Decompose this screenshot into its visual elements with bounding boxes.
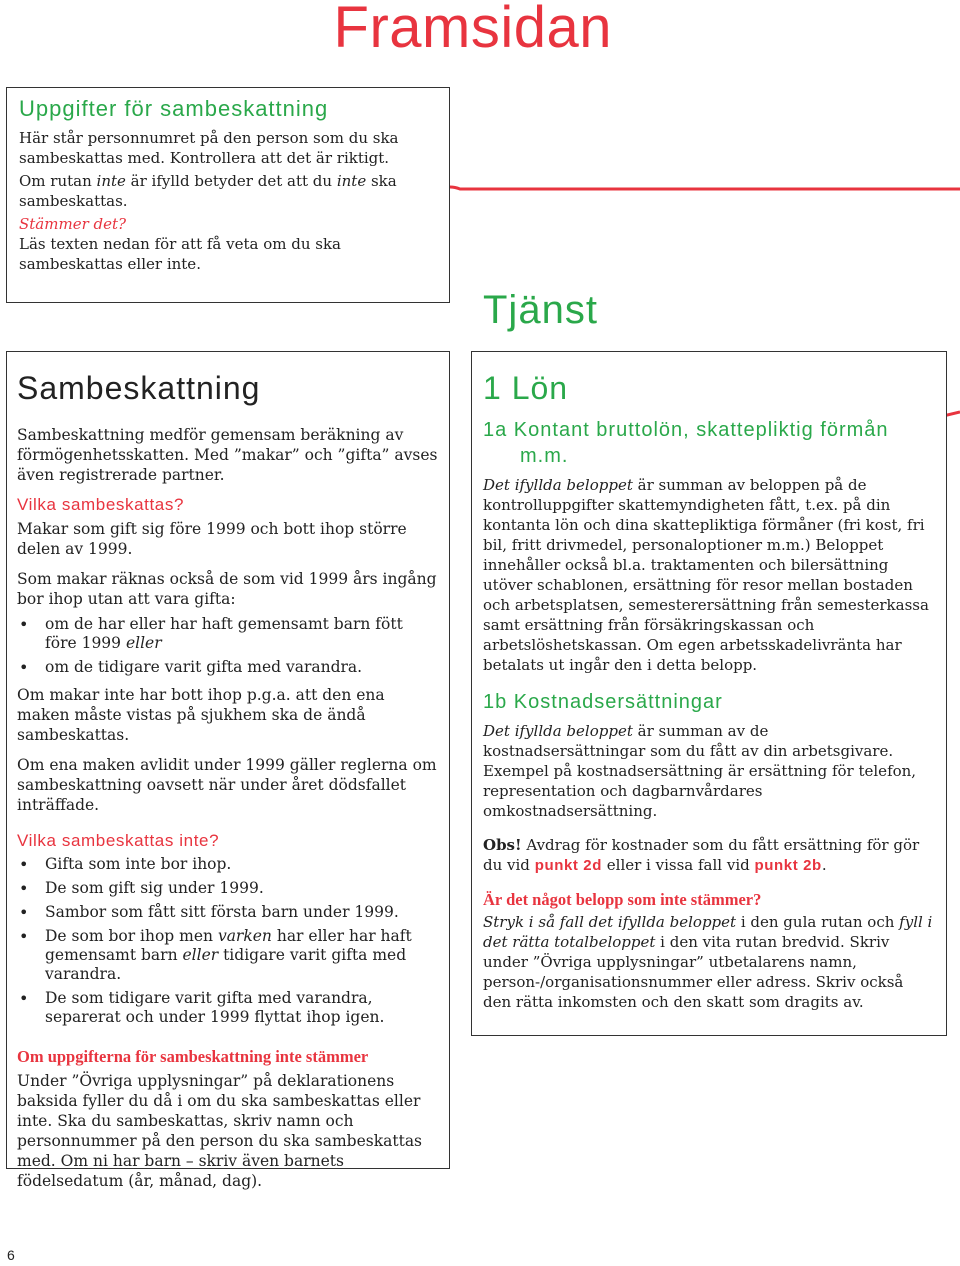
subsection-1b-heading: 1b Kostnadsersättningar xyxy=(483,691,723,713)
wrong-amount-heading: Är det något belopp som inte stämmer? xyxy=(483,890,762,909)
subsection-1b-text: Det ifyllda beloppet är summan av de kostnadsersättningar som du fått av din arbetsgivare. Exempel på kostnadsersättning är ersättning för telefon, representation och dagbarnvårdares omkostnadsersättning. xyxy=(483,722,917,820)
list-item: • De som tidigare varit gifta med varandra, separerat och under 1999 flyttat ihop igen. xyxy=(17,989,439,1027)
list-item: • De som gift sig under 1999. xyxy=(17,879,439,898)
lon-heading: 1 Lön xyxy=(483,370,569,406)
info-box-heading: Uppgifter för sambeskattning xyxy=(19,96,329,121)
condition-list xyxy=(17,615,439,677)
sambeskattning-box xyxy=(6,351,450,1190)
wrong-info-text: Under ”Övriga upplysningar” på deklarationens baksida fyller du då i om du ska sambeskattas eller inte. Ska du sambeskattas, skriv namn och personnummer på den person du ska sambeskattas med. Om ni har barn – skriv även barnets födelsedatum (år, månad, dag). xyxy=(17,1072,423,1190)
info-box-question: Stämmer det? xyxy=(19,215,127,233)
wrong-info-heading: Om uppgifterna för sambeskattning inte stämmer xyxy=(17,1047,369,1066)
lon-box xyxy=(471,351,947,1036)
page-number: 6 xyxy=(7,1247,15,1263)
paragraph: Om makar inte har bott ihop p.g.a. att den ena maken måste vistas på sjukhem ska de ändå sambeskattas. xyxy=(17,686,385,744)
list-item: • Gifta som inte bor ihop. xyxy=(17,855,439,874)
list-item: • De som bor ihop men varken har eller har haft gemensamt barn eller tidigare varit gifta med varandra. xyxy=(17,927,439,984)
sambeskattning-heading: Sambeskattning xyxy=(17,370,261,406)
wrong-amount-text: Stryk i så fall det ifyllda beloppet i den gula rutan och fyll i det rätta totalbeloppet i den vita rutan bredvid. Skriv under ”Övriga upplysningar” utbetalarens namn, person-/organisationsnummer eller adress. Skriv också den rätta inkomsten och den skatt som dragits av. xyxy=(483,913,933,1011)
sambeskattning-intro: Sambeskattning medför gemensam beräkning av förmögenhetsskatten. Med ”makar” och ”gifta” avses även registrerade partner. xyxy=(17,426,438,484)
subsection-1a-text: Det ifyllda beloppet är summan av beloppen på de kontrolluppgifter skattemyndigheten fått, t.ex. på din kontanta lön och dina skattepliktiga förmåner (fri kost, fri bil, fritt drivmedel, personaloptioner m.m.) Beloppet innehåller också bl.a. traktamenten och bilersättning utöver schablonen, ersättning för resor mellan bostaden och arbetsplatsen, semesterersättning från semesterkassa samt ersättning från försäkringskassan och arbetslöshetskassan. Om egen arbetsskadelivränta har betalats ut ingår den i detta belopp. xyxy=(483,476,929,674)
paragraph: Makar som gift sig före 1999 och bott ihop större delen av 1999. xyxy=(17,520,407,558)
paragraph: Om ena maken avlidit under 1999 gäller reglerna om sambeskattning oavsett när under året dödsfallet inträffade. xyxy=(17,756,437,814)
question-who-heading: Vilka sambeskattas? xyxy=(17,495,184,514)
list-item: • om de har eller har haft gemensamt barn fött före 1999 eller xyxy=(17,615,439,653)
info-box-paragraph: Här står personnumret på den person som du ska sambeskattas med. Kontrollera att det är riktigt. xyxy=(19,129,399,167)
subsection-1a-heading: 1a Kontant bruttolön, skattepliktig förmån m.m. xyxy=(483,419,889,467)
list-item: • Sambor som fått sitt första barn under 1999. xyxy=(17,903,439,922)
page-title: Framsidan xyxy=(333,0,612,60)
exclusion-list xyxy=(17,855,439,1027)
obs-note: Obs! Avdrag för kostnader som du fått ersättning för gör du vid punkt 2d eller i vissa fall vid punkt 2b. xyxy=(483,836,920,874)
info-box-paragraph-3: Läs texten nedan för att få veta om du ska sambeskattas eller inte. xyxy=(19,235,342,273)
paragraph: Som makar räknas också de som vid 1999 års ingång bor ihop utan att vara gifta: xyxy=(17,570,437,608)
sambeskattning-info-box xyxy=(6,87,450,303)
question-who-not-heading: Vilka sambeskattas inte? xyxy=(17,831,220,850)
list-item: • om de tidigare varit gifta med varandra. xyxy=(17,658,439,677)
section-title: Tjänst xyxy=(483,288,598,332)
info-box-paragraph-2: Om rutan inte är ifylld betyder det att du inte ska sambeskattas. xyxy=(19,172,397,210)
